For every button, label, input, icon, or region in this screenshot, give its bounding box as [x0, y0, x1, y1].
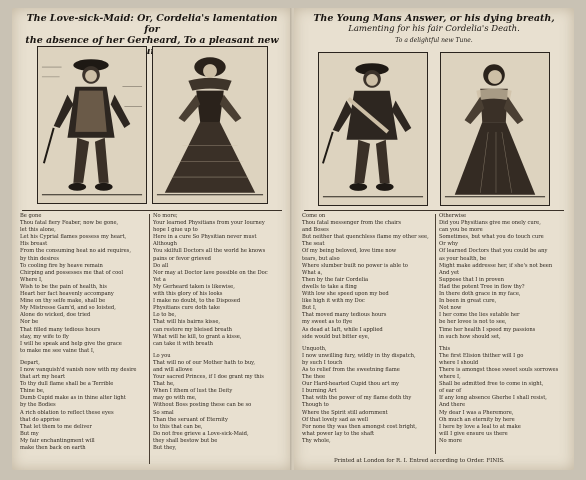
verse-line: Did you Physitians give me onely cure,: [439, 220, 541, 227]
verse-line: In there doth grace in my face,: [439, 291, 521, 298]
verse-line: That with the power of my flame doth thy: [302, 395, 412, 402]
left-column-divider: [149, 214, 150, 464]
verse-line: There is amongst those sweet souls sorrowes: [439, 366, 559, 373]
verse-line: where I,: [439, 374, 461, 381]
verse-line: to this that can be,: [153, 423, 203, 430]
verse-line: That will his bairns kisse,: [153, 319, 221, 326]
verse-line: Where I,: [20, 276, 43, 283]
woodcut-cavalier-man: [37, 46, 147, 204]
verse-line: Nor be: [20, 319, 39, 326]
verse-line: To cooling fire by heave remain: [20, 262, 103, 269]
verse-line: Depart,: [20, 359, 40, 366]
verse-line: Your learned Physitians from your Iourney: [153, 220, 265, 227]
verse-line: But they,: [153, 445, 177, 451]
verse-line: Our Hard-hearted Cupid thou art my: [302, 381, 399, 388]
verse-line: let this alone,: [20, 227, 56, 234]
verse-line: Chirping and possesses me that of cool: [20, 269, 124, 276]
verse-line: Than the seruant of Eternity: [153, 416, 228, 423]
verse-line: My dear I was a Pheremore,: [439, 409, 514, 416]
verse-line: Nor may at Doctor lave possible on the Doc: [153, 269, 268, 276]
lady-in-gown-figure: [153, 47, 267, 203]
verse-line: they shall bestow but be: [153, 437, 218, 444]
verse-line: Yet a: [153, 276, 166, 283]
verse-line: My Mistresse Gam'd, and so Ioisted,: [20, 305, 116, 312]
verse-line: may go with me,: [153, 395, 197, 402]
verse-line: And yet: [439, 269, 460, 276]
verse-line: To thy dull flame shall be a Terrible: [20, 381, 114, 388]
verse-line: Although: [153, 241, 177, 248]
verse-line: Mine on thy selfe make, shall be: [20, 298, 106, 305]
verse-line: Shall be admitted free to come in sight,: [439, 381, 544, 388]
verse-line: So smal: [153, 409, 174, 416]
verse-line: When I ithem of lust the Deity: [153, 388, 233, 395]
verse-line: You skilfull Doctors all the world he knows: [153, 248, 266, 255]
verse-line: I now unwilling fury, wildly in thy dispatch,: [302, 352, 416, 359]
verse-line: Might make addresse her, if she's not been: [439, 262, 553, 269]
cordelia-figure: [441, 53, 549, 205]
verse-line: The seat: [302, 241, 325, 248]
verse-line: Of that lovely sad as well: [302, 416, 369, 423]
verse-line: and Boses: [302, 227, 329, 234]
verse-line: This: [439, 345, 451, 352]
right-ballad-page: [294, 8, 574, 470]
imprint-footer: Printed at London for R. I. Entred according to Order. FINIS.: [334, 458, 505, 464]
verse-line: where I should: [439, 359, 479, 366]
verse-line: And there: [439, 402, 466, 409]
verse-line: Not now: [439, 305, 462, 312]
verse-line: Had the potent Tree in flow thy?: [439, 283, 525, 290]
verse-line: For none thy was then amongst cost bright,: [302, 423, 417, 430]
verse-line: That filled many tedious hours: [20, 326, 101, 333]
verse-line: of ear of: [439, 388, 462, 395]
right-title-line1: The Young Mans Answer, or his dying breath,: [313, 13, 555, 24]
verse-line: stay, my wife to fly: [20, 333, 69, 340]
verse-line: Then by the fair Cordelia: [302, 276, 369, 283]
right-column-2: [439, 213, 569, 458]
verse-line: Lo to be,: [153, 312, 177, 319]
verse-line: Alone do wicked, doe tried: [20, 312, 91, 319]
verse-line: What will he kill, to grant a kisse,: [153, 333, 242, 340]
left-column-2: [153, 213, 287, 467]
verse-line: I make no doubt, to the Disposed: [153, 298, 241, 305]
verse-line: can take it with breath: [153, 340, 213, 347]
verse-line: by such I touch: [302, 359, 343, 366]
verse-line: Come on: [302, 213, 326, 219]
verse-line: Wish to be the pain of health, his: [20, 283, 107, 290]
verse-line: That moved many tedious hours: [302, 312, 387, 319]
left-title-line2: the absence of her Gerheard, To a pleasant new: [25, 35, 279, 46]
verse-line: Where slumber built no power is able to: [302, 262, 408, 269]
verse-line: my sweet as to flye: [302, 319, 353, 326]
verse-line: with this glory of his looks: [153, 291, 223, 298]
right-column-1: [302, 213, 432, 458]
right-title-line2: Lamenting for his fair Cordelia's Death.: [348, 24, 520, 34]
verse-line: Oh much an eternity by here: [439, 416, 515, 423]
verse-line: I burning Art: [302, 388, 337, 395]
verse-line: Be gone: [20, 213, 42, 219]
verse-line: In been in great cure,: [439, 298, 497, 305]
right-top-rule: [304, 210, 564, 211]
cavalier-man-figure: [38, 47, 146, 203]
woodcut-young-man: [318, 52, 428, 206]
left-top-rule: [22, 210, 282, 211]
woodcut-lady-in-gown: [152, 46, 268, 204]
verse-line: My fair enchantingment will: [20, 437, 95, 444]
verse-line: side would but bitter eye,: [302, 333, 370, 340]
verse-line: I her come the lies sutable her: [439, 312, 520, 319]
verse-line: Where the Spirit still adornment: [302, 409, 388, 416]
verse-line: make then back on earth: [20, 445, 86, 451]
verse-line: Otherwise: [439, 213, 467, 219]
verse-line: But I,: [302, 305, 317, 312]
verse-line: Or why: [439, 241, 459, 248]
verse-line: as your health, be: [439, 255, 487, 262]
verse-line: Thou fatal fiery Feaber, now be gone,: [20, 220, 119, 227]
verse-line: I now vanquish'd vanish now with my desire: [20, 366, 137, 373]
verse-line: Dumb Cupid make as in thine alter light: [20, 395, 126, 402]
verse-line: Of my being beloved, love time now: [302, 248, 397, 255]
verse-line: will I give ensure us there: [439, 430, 508, 437]
verse-line: Physitians cure doth take: [153, 305, 220, 312]
verse-line: Heart her fact heavenly accompany: [20, 291, 114, 298]
verse-line: That let them to me deliver: [20, 423, 92, 430]
verse-line: that do apprise: [20, 416, 60, 423]
verse-line: That he,: [153, 381, 175, 388]
verse-line: be her lovee is not to see,: [439, 319, 507, 326]
verse-line: The first Elision thither will I go: [439, 352, 524, 359]
verse-line: can restore my bleised breath: [153, 326, 232, 333]
verse-line: Let his Cyprial flames possess my heart,: [20, 234, 127, 241]
verse-line: From the consuming heat no aid requires,: [20, 248, 131, 255]
verse-line: No more: [439, 437, 462, 444]
verse-line: Of learned Doctors that you could be any: [439, 248, 548, 255]
verse-line: Though to: [302, 402, 329, 409]
right-title: [302, 13, 566, 46]
verse-line: tears, but also: [302, 255, 340, 262]
verse-line: No more;: [153, 213, 178, 219]
verse-line: I will he speak and help give the grace: [20, 340, 122, 347]
verse-line: Without Boss posting these can be so: [153, 402, 252, 409]
verse-line: what power lay to the shaft: [302, 430, 375, 437]
left-ballad-page: [12, 8, 292, 470]
verse-line: Lo you: [153, 352, 171, 359]
verse-line: Here in a cure So Physitian never must: [153, 234, 257, 241]
verse-line: Sometimes, but what you do touch cure: [439, 234, 544, 241]
left-title-line1: The Love-sick-Maid: Or, Cordelia's lamentation for: [26, 13, 278, 35]
verse-line: His breast: [20, 241, 48, 248]
verse-line: As to relief from the sweetning flame: [302, 366, 400, 373]
verse-line: that art my heart: [20, 374, 66, 381]
verse-line: But neither that quenchless flame my other see,: [302, 234, 429, 241]
verse-line: by the Bodies: [20, 402, 56, 409]
verse-line: in such how should set,: [439, 333, 501, 340]
verse-line: hope I giue up to: [153, 227, 198, 234]
verse-line: pains or fevor grieved: [153, 255, 211, 262]
right-column-divider: [435, 214, 436, 454]
verse-line: Do not free grieve a Love-sick-Maid,: [153, 430, 249, 437]
right-title-line3: To a delightful new Tune.: [395, 37, 473, 44]
verse-line: like high it with my Doc: [302, 298, 365, 305]
verse-line: A rich oblation to reflect these eyes: [20, 409, 114, 416]
young-man-figure: [319, 53, 427, 205]
verse-line: Unquoth,: [302, 345, 327, 352]
verse-line: Do all: [153, 262, 169, 269]
verse-line: I here by love a Ieal to at make: [439, 423, 521, 430]
verse-line: What a,: [302, 269, 323, 276]
verse-line: Your sacred Princes, if I doe grant my this: [153, 374, 264, 381]
verse-line: can you be more: [439, 227, 483, 234]
verse-line: and will allowe: [153, 366, 193, 373]
verse-line: If any long absence Gherhe I shall resist,: [439, 395, 547, 402]
verse-line: Suppose that I in proven: [439, 276, 504, 283]
verse-line: As dead at Iaft, while I applied: [302, 326, 383, 333]
woodcut-cordelia: [440, 52, 550, 206]
verse-line: My Gerheard taken is likewise,: [153, 283, 235, 290]
verse-line: That will no of our Mother hath to buy,: [153, 359, 256, 366]
verse-line: Thou fatal messenger from the chairs: [302, 220, 402, 227]
verse-line: Thine be,: [20, 388, 45, 395]
verse-line: by thin desires: [20, 255, 59, 262]
verse-line: Time her health I speed my passions: [439, 326, 536, 333]
left-column-1: [20, 213, 146, 467]
verse-line: The thee: [302, 374, 326, 381]
verse-line: With low she speed upon my bed: [302, 291, 389, 298]
verse-line: dwells to take a fling: [302, 283, 357, 290]
verse-line: to make me see vaine that I,: [20, 347, 95, 354]
verse-line: Thy whole,: [302, 437, 331, 444]
verse-line: But my: [20, 430, 39, 437]
